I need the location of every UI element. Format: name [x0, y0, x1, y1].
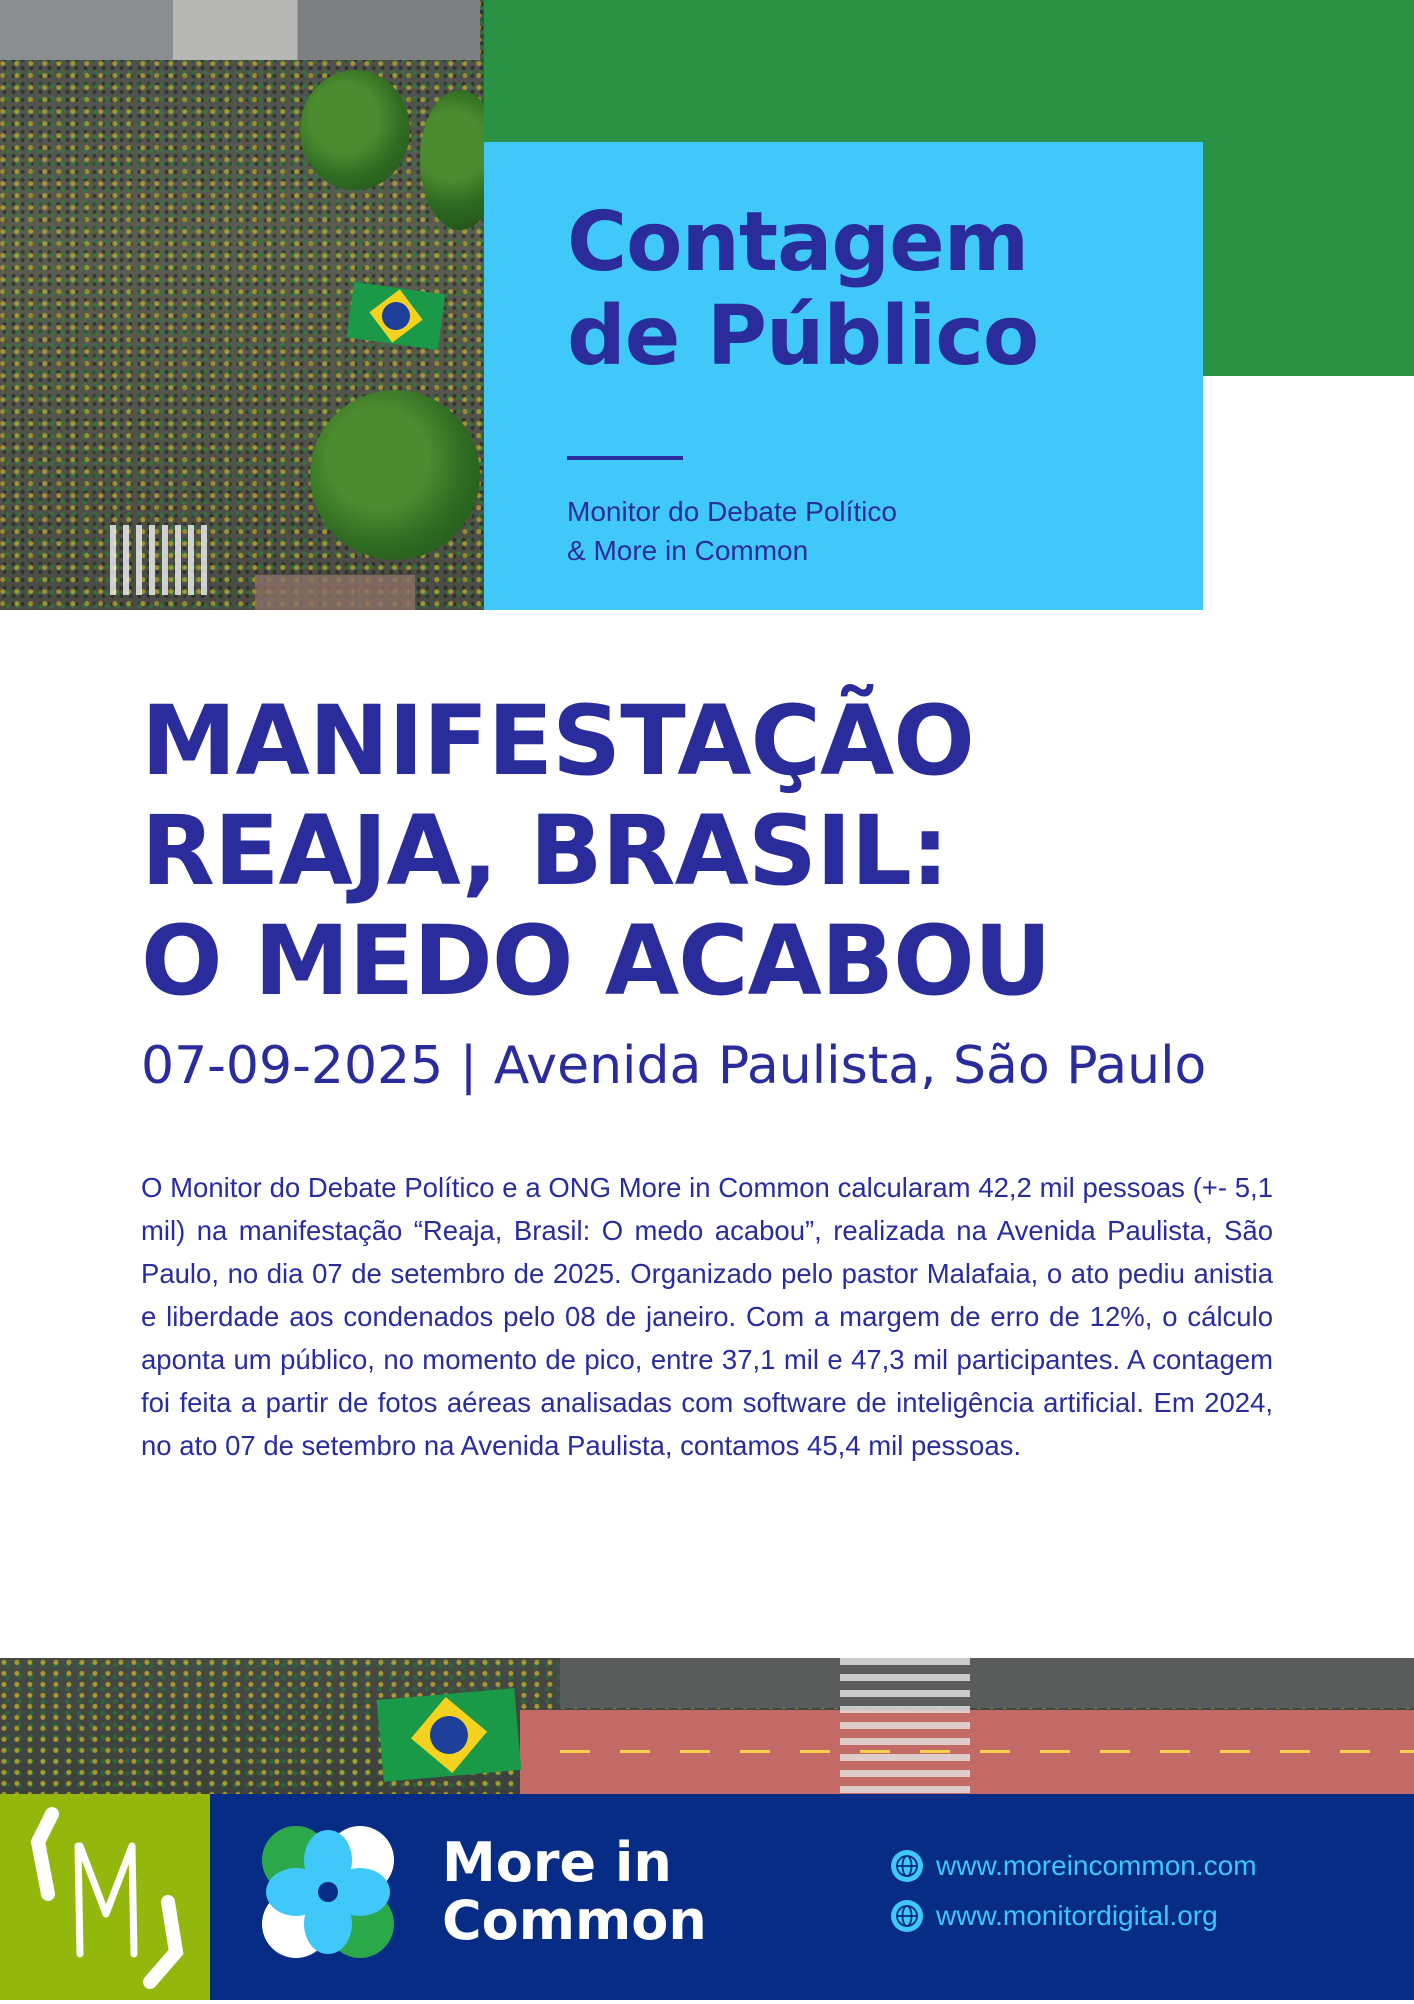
tree: [420, 90, 484, 230]
crosswalk: [840, 1658, 970, 1794]
tree: [310, 390, 480, 560]
headline-line2: REAJA, BRASIL:: [141, 795, 949, 907]
body-paragraph: O Monitor do Debate Político e a ONG More in Common calcularam 42,2 mil pessoas (+- 5,1 mil) na manifestação “Reaja, Brasil: O medo acabou”, realizada na Avenida Paulista, São Paulo, no dia 07 de setembro de 2025. Organizado pelo pastor Malafaia, o ato pediu anistia e liberdade aos condenados pelo 08 de janeiro. Com a margem de erro de 12%, o cálculo aponta um público, no momento de pico, entre 37,1 mil e 47,3 mil participantes. A contagem foi feita a partir de fotos aéreas analisadas com software de inteligência artificial. Em 2024, no ato 07 de setembro na Avenida Paulista, contamos 45,4 mil pessoas.: [141, 1172, 1273, 1461]
more-in-common-logo-icon: [258, 1822, 398, 1962]
link-moreincommon[interactable]: [890, 1846, 1390, 1886]
more-in-common-logo: [258, 1822, 398, 1962]
headline-line1: MANIFESTAÇÃO: [141, 685, 974, 797]
monitor-debate-logo: [0, 1794, 210, 2000]
headline: [141, 686, 1321, 1016]
crosswalk: [110, 525, 210, 595]
link-text[interactable]: www.moreincommon.com: [936, 1850, 1257, 1881]
more-in-common-wordmark: [442, 1831, 742, 1952]
wordmark-line2: Common: [442, 1889, 707, 1952]
headline-line3: O MEDO ACABOU: [141, 905, 1051, 1017]
tree: [300, 70, 410, 190]
lane-marking: [560, 1750, 1414, 1753]
road: [560, 1658, 1414, 1708]
aerial-crowd-photo-bottom: [0, 1658, 1414, 1794]
globe-icon: [890, 1849, 924, 1883]
cover-title: [567, 196, 1187, 384]
cover-subtitle-line2: & More in Common: [567, 535, 809, 566]
cover-title-line2: de Público: [567, 289, 1039, 384]
cover-subtitle-line1: Monitor do Debate Político: [567, 496, 897, 527]
wordmark-line1: More in: [442, 1831, 672, 1894]
buildings: [0, 0, 480, 60]
cover-title-line1: Contagem: [567, 195, 1029, 290]
brazil-flag: [347, 282, 446, 350]
cover-subtitle: [567, 492, 1087, 570]
sidewalk: [255, 575, 415, 610]
link-text[interactable]: www.monitordigital.org: [936, 1900, 1218, 1931]
event-date-location: 07-09-2025 | Avenida Paulista, São Paulo: [141, 1036, 1207, 1096]
title-divider: [567, 456, 683, 460]
link-monitordigital[interactable]: [890, 1896, 1390, 1936]
globe-icon: [890, 1899, 924, 1933]
aerial-crowd-photo-top: [0, 0, 484, 610]
monitor-logo-icon: [0, 1794, 210, 2000]
brazil-flag: [377, 1688, 522, 1782]
